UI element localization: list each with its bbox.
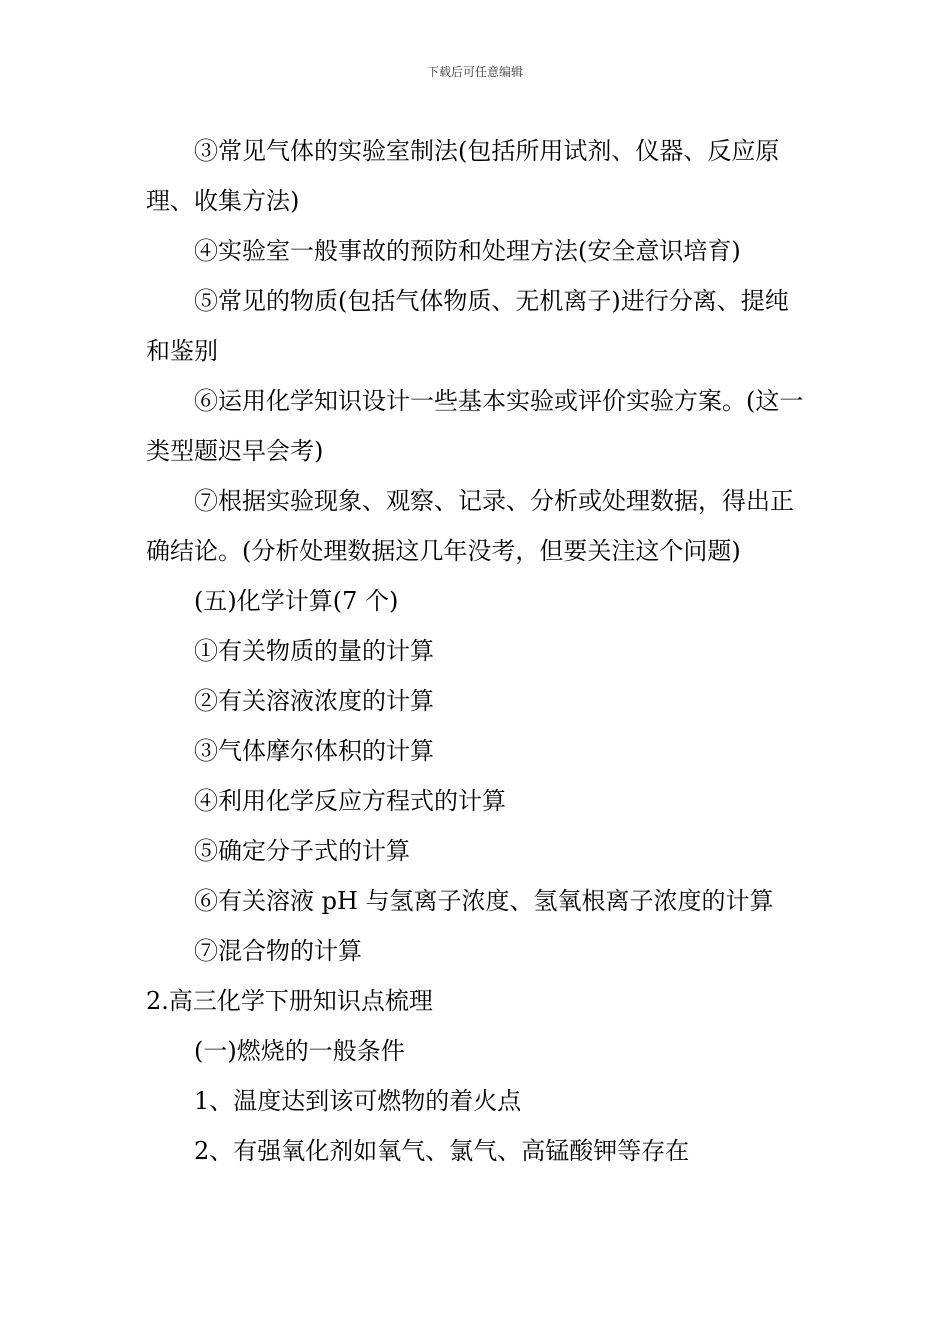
page-header-note: 下载后可任意编辑 xyxy=(426,65,523,79)
section-heading-calculation: (五)化学计算(7 个) xyxy=(194,587,399,615)
list-item-combustion-2: 2、有强氧化剂如氧气、氯气、高锰酸钾等存在 xyxy=(194,1137,690,1165)
list-item-calculation-5: ⑤确定分子式的计算 xyxy=(194,837,410,865)
document-body xyxy=(146,126,811,1176)
chapter-heading: 2.高三化学下册知识点梳理 xyxy=(146,987,433,1015)
list-item-combustion-1: 1、温度达到该可燃物的着火点 xyxy=(194,1087,522,1115)
list-item-calculation-1: ①有关物质的量的计算 xyxy=(194,637,434,665)
list-item-calculation-6: ⑥有关溶液 pH 与氢离子浓度、氢氧根离子浓度的计算 xyxy=(194,887,774,915)
paragraph-experiment-3: ③常见气体的实验室制法(包括所用试剂、仪器、反应原理、收集方法) xyxy=(146,137,780,215)
section-heading-combustion: (一)燃烧的一般条件 xyxy=(194,1037,405,1065)
paragraph-experiment-7: ⑦根据实验现象、观察、记录、分析或处理数据，得出正确结论。(分析处理数据这几年没考，但要关注这个问题) xyxy=(146,487,794,565)
list-item-calculation-7: ⑦混合物的计算 xyxy=(194,937,362,965)
paragraph-experiment-4: ④实验室一般事故的预防和处理方法(安全意识培育) xyxy=(194,237,741,265)
paragraph-experiment-5: ⑤常见的物质(包括气体物质、无机离子)进行分离、提纯和鉴别 xyxy=(146,287,789,365)
list-item-calculation-3: ③气体摩尔体积的计算 xyxy=(194,737,434,765)
list-item-calculation-4: ④利用化学反应方程式的计算 xyxy=(194,787,506,815)
list-item-calculation-2: ②有关溶液浓度的计算 xyxy=(194,687,434,715)
paragraph-experiment-6: ⑥运用化学知识设计一些基本实验或评价实验方案。(这一类型题迟早会考) xyxy=(146,387,804,465)
